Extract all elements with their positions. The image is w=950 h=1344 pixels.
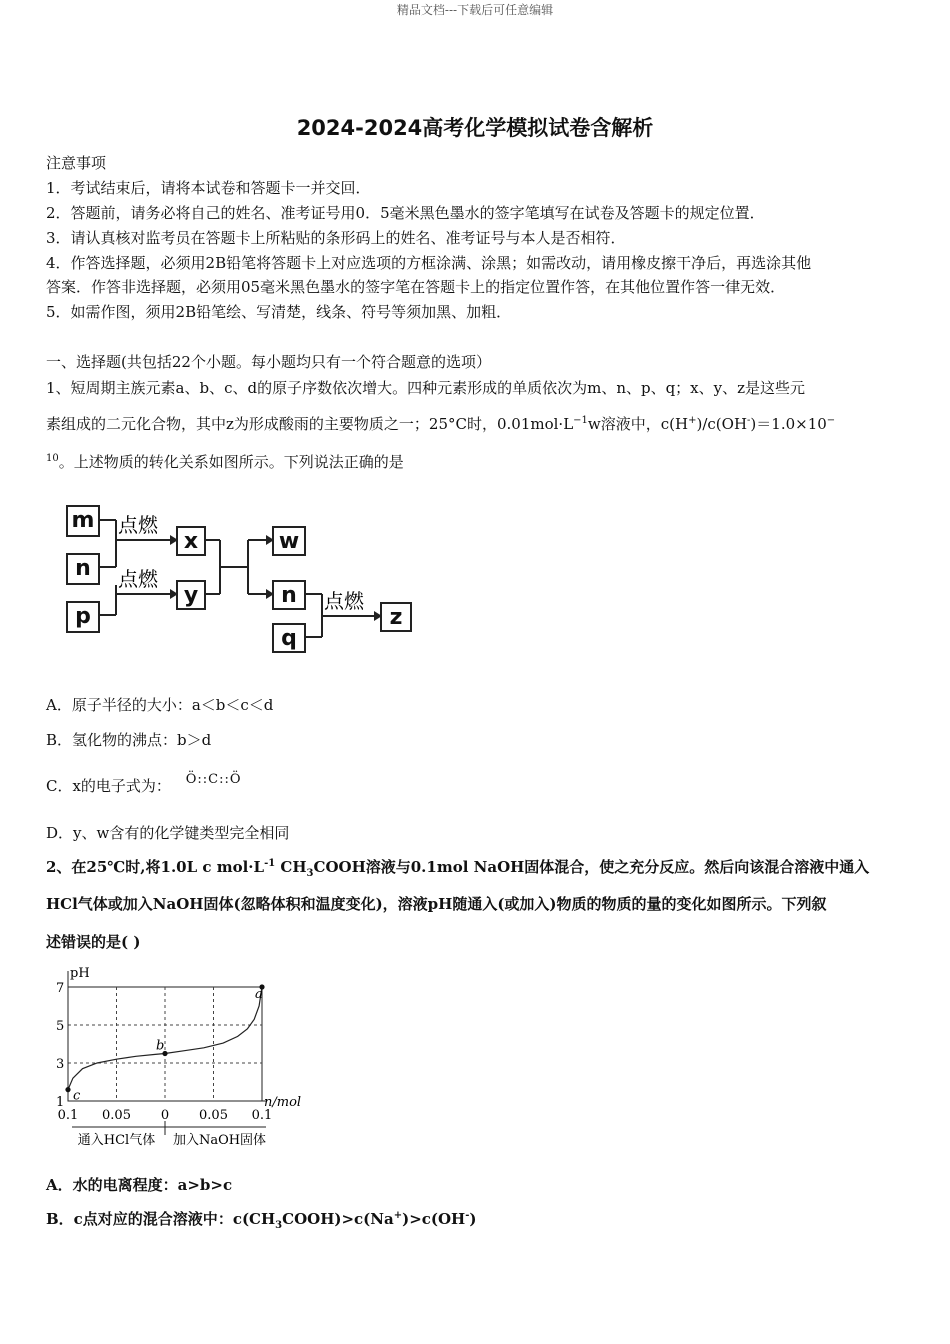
- box-x: x: [176, 526, 206, 556]
- notice-item: 1．考试结束后，请将本试卷和答题卡一并交回．: [46, 179, 371, 197]
- box-n: n: [66, 553, 100, 585]
- q1-option-d: D．y、w含有的化学键类型完全相同: [46, 824, 290, 842]
- y-tick-label: 1: [56, 1095, 65, 1110]
- q1-stem-line: 素组成的二元化合物，其中z为形成酸雨的主要物质之一；25°C时，$0.01mol\cdot L^{-1}w$溶液中，c(H+)/c(OH-)＝1.0×10−: [46, 415, 836, 433]
- point-c: [65, 1087, 70, 1092]
- y-axis-label: pH: [70, 966, 90, 981]
- arrow-label: 点燃: [324, 589, 364, 613]
- notice-heading: 注意事项: [46, 154, 107, 172]
- q1-stem-line: 1、短周期主族元素a、b、c、d的原子序数依次增大。四种元素形成的单质依次为m、n、p、q；x、y、z是这些元: [46, 379, 806, 397]
- x-tick-label: 0.05: [199, 1108, 228, 1123]
- point-label-a: a: [255, 987, 263, 1002]
- notice-item: 5．如需作图，须用2B铅笔绘、写清楚，线条、符号等须加黑、加粗．: [46, 303, 512, 321]
- notice-item: 2．答题前，请务必将自己的姓名、准考证号用0．5毫米黑色墨水的签字笔填写在试卷及答题卡的规定位置．: [46, 204, 765, 222]
- q1-option-b: B．氢化物的沸点：b＞d: [46, 731, 212, 749]
- electron-formula: Ö::C::Ö: [185, 772, 242, 787]
- q1-option-c: C．x的电子式为： Ö::C::Ö: [46, 772, 242, 795]
- notice-item: 3．请认真核对监考员在答题卡上所粘贴的条形码上的姓名、准考证号与本人是否相符．: [46, 229, 626, 247]
- x-tick-label: 0.1: [251, 1108, 273, 1123]
- q2-stem-line: HCl气体或加入NaOH固体(忽略体积和温度变化)，溶液pH随通入(或加入)物质的物质的量的变化如图所示。下列叙: [46, 895, 827, 913]
- x-tick-label: 0.1: [57, 1108, 79, 1123]
- x-axis-label: n/mol: [264, 1095, 302, 1110]
- q2-stem-line: 述错误的是( ): [46, 933, 141, 951]
- y-tick-label: 7: [56, 981, 65, 996]
- box-w: w: [272, 526, 306, 556]
- page-header: 精品文档---下载后可任意编辑: [396, 3, 554, 17]
- section-heading: 一、选择题(共包括22个小题。每小题均只有一个符合题意的选项）: [46, 353, 491, 371]
- page-title: 2024-2024高考化学模拟试卷含解析: [296, 116, 654, 140]
- box-q: q: [272, 623, 306, 653]
- x-tick-label: 0: [160, 1108, 170, 1123]
- ph-chart: [48, 963, 308, 1158]
- reaction-diagram: [60, 500, 420, 660]
- q2-stem-line: 2、在25℃时,将1.0L c $mol\cdot L^{-1}$ $CH_3COOH$溶液与0.1mol NaOH固体混合，使之充分反应。然后向该混合溶液中通入: [46, 858, 870, 879]
- notice-item: 答案．作答非选择题，必须用05毫米黑色墨水的签字笔在答题卡上的指定位置作答，在其他位置作答一律无效．: [46, 278, 786, 296]
- right-direction-label: 加入NaOH固体: [172, 1133, 267, 1148]
- q1-option-a: A．原子半径的大小：a＜b＜c＜d: [46, 696, 274, 714]
- q2-option-b: B．c点对应的混合溶液中：$c(CH_3COOH)>c(Na^+)>c(OH^-)$: [46, 1210, 477, 1231]
- point-label-b: b: [156, 1038, 165, 1054]
- box-p: p: [66, 601, 100, 633]
- box-m: m: [66, 505, 100, 537]
- box-n2: n: [272, 580, 306, 610]
- q2-option-a: A．水的电离程度：a>b>c: [46, 1176, 233, 1194]
- ph-curve: [68, 987, 262, 1090]
- notice-item: 4．作答选择题，必须用2B铅笔将答题卡上对应选项的方框涂满、涂黑；如需改动，请用橡皮擦干净后，再选涂其他: [46, 254, 812, 272]
- arrow-label: 点燃: [118, 513, 158, 537]
- y-tick-label: 5: [56, 1019, 65, 1034]
- x-tick-label: 0.05: [102, 1108, 131, 1123]
- left-direction-label: 通入HCl气体: [77, 1133, 156, 1148]
- box-y: y: [176, 580, 206, 610]
- point-label-c: c: [73, 1088, 81, 1104]
- box-z: z: [380, 602, 412, 632]
- q1-stem-line: $^{10}$。上述物质的转化关系如图所示。下列说法正确的是: [46, 453, 404, 471]
- y-tick-label: 3: [56, 1057, 65, 1072]
- arrow-label: 点燃: [118, 567, 158, 591]
